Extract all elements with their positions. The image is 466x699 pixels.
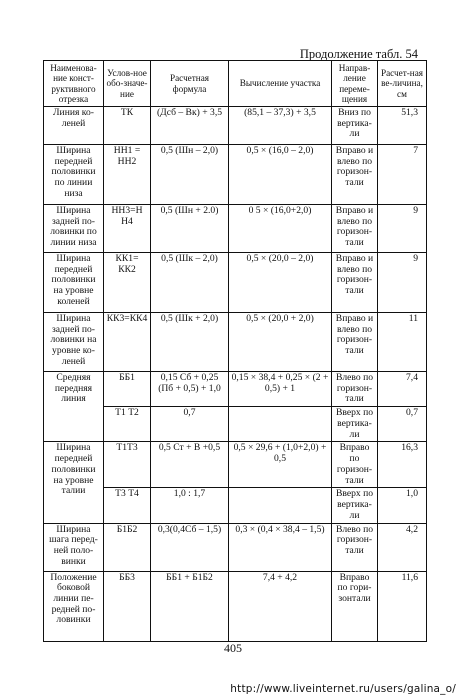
- table-row: [44, 253, 427, 313]
- cell-notation: НН3=Н Н4: [104, 205, 151, 253]
- table-caption: Продолжение табл. 54: [299, 47, 418, 61]
- cell-formula: 0,5 (Шк + 2,0): [151, 313, 229, 372]
- cell-segment: Ширина передней половинки по линии низа: [44, 145, 104, 205]
- header-calculation: Вычисление участка: [229, 61, 332, 107]
- table-row: [44, 205, 427, 253]
- cell-segment: Средняя передняя линия: [44, 372, 104, 442]
- header-direction: Направ-ление переме-щения: [332, 61, 378, 107]
- cell-formula: 1,0 : 1,7: [151, 488, 229, 523]
- header-formula: Расчетная формула: [151, 61, 229, 107]
- cell-value: 11,6: [378, 571, 427, 641]
- cell-notation: КК1= КК2: [104, 253, 151, 313]
- cell-direction: Вправо и влево по горизон-тали: [332, 145, 378, 205]
- cell-segment: Ширина задней по-ловинки по линии низа: [44, 205, 104, 253]
- cell-calculation: [229, 488, 332, 523]
- cell-notation: ББ3: [104, 571, 151, 641]
- cell-value: 9: [378, 253, 427, 313]
- cell-calculation: 0,5 × (16,0 – 2,0): [229, 145, 332, 205]
- cell-notation: ББ1: [104, 372, 151, 407]
- table-row: [44, 372, 427, 407]
- cell-formula: (Дсб – Вк) + 3,5: [151, 107, 229, 145]
- cell-calculation: (85,1 – 37,3) + 3,5: [229, 107, 332, 145]
- cell-direction: Вправо по гори-зонтали: [332, 571, 378, 641]
- cell-notation: НН1 = НН2: [104, 145, 151, 205]
- cell-calculation: 0,5 × (20,0 – 2,0): [229, 253, 332, 313]
- cell-direction: Вправо и влево по горизон-тали: [332, 253, 378, 313]
- page-number: 405: [224, 641, 242, 655]
- cell-direction: Вверх по вертика-ли: [332, 488, 378, 523]
- cell-value: 7: [378, 145, 427, 205]
- cell-direction: Вправо и влево по горизон-тали: [332, 313, 378, 372]
- table-row: [44, 313, 427, 372]
- cell-formula: 0,7: [151, 407, 229, 442]
- cell-value: 9: [378, 205, 427, 253]
- table-row: [44, 571, 427, 641]
- cell-formula: 0,5 (Шн + 2.0): [151, 205, 229, 253]
- cell-notation: Т1 Т2: [104, 407, 151, 442]
- cell-notation: ТК: [104, 107, 151, 145]
- cell-value: 16,3: [378, 442, 427, 488]
- cell-formula: 0,5 (Шн – 2,0): [151, 145, 229, 205]
- cell-value: 1,0: [378, 488, 427, 523]
- cell-direction: Влево по горизон-тали: [332, 523, 378, 571]
- cell-value: 4,2: [378, 523, 427, 571]
- cell-notation: Б1Б2: [104, 523, 151, 571]
- header-notation: Услов-ное обо-значе-ние: [104, 61, 151, 107]
- cell-calculation: 0 5 × (16,0+2,0): [229, 205, 332, 253]
- watermark-url: http://www.liveinternet.ru/users/galina_o/: [230, 683, 456, 695]
- cell-segment: Ширина передней половинки на уровне талии: [44, 442, 104, 523]
- cell-segment: Ширина шага перед-ней поло-винки: [44, 523, 104, 571]
- cell-notation: Т1Т3: [104, 442, 151, 488]
- cell-value: 0,7: [378, 407, 427, 442]
- cell-segment: Ширина задней по-ловинки на уровне ко-леней: [44, 313, 104, 372]
- cell-calculation: 0,5 × (20,0 + 2,0): [229, 313, 332, 372]
- header-value: Расчет-ная ве-личина, см: [378, 61, 427, 107]
- cell-direction: Вправо и влево по горизон-тали: [332, 205, 378, 253]
- cell-value: 51,3: [378, 107, 427, 145]
- table-row: [44, 145, 427, 205]
- table-row: [44, 107, 427, 145]
- cell-notation: КК3=КК4: [104, 313, 151, 372]
- cell-direction: Вниз по вертика-ли: [332, 107, 378, 145]
- cell-direction: Влево по горизон-тали: [332, 372, 378, 407]
- table-row: [44, 442, 427, 488]
- cell-segment: Линия ко-леней: [44, 107, 104, 145]
- table-row: [44, 523, 427, 571]
- cell-calculation: 0,5 × 29,6 + (1,0+2,0) + 0,5: [229, 442, 332, 488]
- header-segment-name: Наименова-ние конст-руктивного отрезка: [44, 61, 104, 107]
- cell-calculation: [229, 407, 332, 442]
- cell-direction: Вверх по вертика-ли: [332, 407, 378, 442]
- cell-calculation: 0,3 × (0,4 × 38,4 – 1,5): [229, 523, 332, 571]
- cell-calculation: 7,4 + 4,2: [229, 571, 332, 641]
- cell-segment: Ширина передней половинки на уровне коленей: [44, 253, 104, 313]
- cell-formula: ББ1 + Б1Б2: [151, 571, 229, 641]
- cell-direction: Вправо по горизон-тали: [332, 442, 378, 488]
- table-header-row: [44, 61, 427, 107]
- cell-formula: 0,3(0,4Сб – 1,5): [151, 523, 229, 571]
- calculation-table: [43, 60, 427, 642]
- cell-formula: 0,15 Сб + 0,25 (Пб + 0,5) + 1,0: [151, 372, 229, 407]
- cell-formula: 0,5 (Шк – 2,0): [151, 253, 229, 313]
- cell-calculation: 0,15 × 38,4 + 0,25 × (2 + 0,5) + 1: [229, 372, 332, 407]
- cell-segment: Положение боковой линии пе-редней по-ловинки: [44, 571, 104, 641]
- cell-value: 7,4: [378, 372, 427, 407]
- cell-formula: 0,5 Ст + В +0,5: [151, 442, 229, 488]
- cell-notation: Т3 Т4: [104, 488, 151, 523]
- cell-value: 11: [378, 313, 427, 372]
